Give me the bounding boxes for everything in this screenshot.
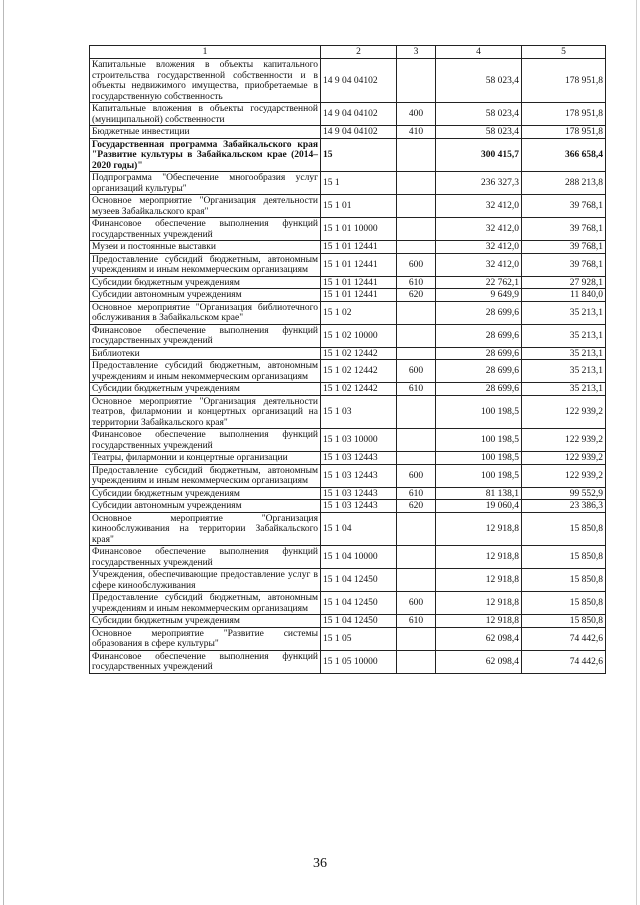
row-name-cell: Основное мероприятие "Организация библиотечного обслуживания в Забайкальском крае" <box>90 301 321 324</box>
amount-col5-cell: 15 850,8 <box>522 546 606 569</box>
expense-type-cell: 620 <box>397 289 436 302</box>
row-name-cell: Предоставление субсидий бюджетным, автономным учреждениям и иным некоммерческим организациям <box>90 253 321 276</box>
amount-col5-cell: 178 951,8 <box>522 126 606 139</box>
amount-col5-cell: 35 213,1 <box>522 301 606 324</box>
target-code-cell: 15 1 02 12442 <box>321 360 397 383</box>
expense-type-cell <box>397 452 436 465</box>
amount-col4-cell: 19 060,4 <box>436 500 522 513</box>
amount-col4-cell: 58 023,4 <box>436 103 522 126</box>
scan-edge-right <box>636 0 637 905</box>
expense-type-cell: 610 <box>397 615 436 628</box>
row-name-cell: Основное мероприятие "Организация кинообслуживания на территории Забайкальского края" <box>90 512 321 546</box>
target-code-cell: 15 1 03 10000 <box>321 429 397 452</box>
row-name-cell: Музеи и постоянные выставки <box>90 241 321 254</box>
expense-type-cell <box>397 195 436 218</box>
expense-type-cell <box>397 512 436 546</box>
row-name-cell: Учреждения, обеспечивающие предоставление услуг в сфере кинообслуживания <box>90 569 321 592</box>
table-row <box>90 452 606 465</box>
expense-type-cell <box>397 569 436 592</box>
target-code-cell: 15 1 04 12450 <box>321 615 397 628</box>
expense-type-cell: 620 <box>397 500 436 513</box>
column-header: 4 <box>436 46 522 59</box>
expense-type-cell <box>397 218 436 241</box>
amount-col5-cell: 99 552,9 <box>522 487 606 500</box>
expense-type-cell: 600 <box>397 464 436 487</box>
amount-col5-cell: 23 386,3 <box>522 500 606 513</box>
amount-col4-cell: 28 699,6 <box>436 347 522 360</box>
target-code-cell: 15 1 02 12442 <box>321 383 397 396</box>
amount-col4-cell: 12 918,8 <box>436 569 522 592</box>
table-row <box>90 103 606 126</box>
target-code-cell: 15 1 04 12450 <box>321 569 397 592</box>
row-name-cell: Финансовое обеспечение выполнения функций государственных учреждений <box>90 650 321 673</box>
amount-col4-cell: 12 918,8 <box>436 546 522 569</box>
amount-col4-cell: 28 699,6 <box>436 324 522 347</box>
amount-col5-cell: 366 658,4 <box>522 138 606 172</box>
amount-col4-cell: 28 699,6 <box>436 383 522 396</box>
row-name-cell: Библиотеки <box>90 347 321 360</box>
row-name-cell: Государственная программа Забайкальского края "Развитие культуры в Забайкальском крае (2014–2020 годы)" <box>90 138 321 172</box>
expense-type-cell <box>397 59 436 103</box>
row-name-cell: Капитальные вложения в объекты государственной (муниципальной) собственности <box>90 103 321 126</box>
expense-type-cell: 410 <box>397 126 436 139</box>
amount-col4-cell: 22 762,1 <box>436 276 522 289</box>
table-row <box>90 347 606 360</box>
amount-col5-cell: 27 928,1 <box>522 276 606 289</box>
table-row <box>90 126 606 139</box>
amount-col5-cell: 39 768,1 <box>522 195 606 218</box>
expense-type-cell <box>397 650 436 673</box>
table-row <box>90 395 606 429</box>
row-name-cell: Бюджетные инвестиции <box>90 126 321 139</box>
table-row <box>90 512 606 546</box>
table-row <box>90 615 606 628</box>
target-code-cell: 15 1 02 <box>321 301 397 324</box>
amount-col4-cell: 100 198,5 <box>436 395 522 429</box>
row-name-cell: Субсидии бюджетным учреждениям <box>90 615 321 628</box>
target-code-cell: 15 1 04 <box>321 512 397 546</box>
row-name-cell: Финансовое обеспечение выполнения функций государственных учреждений <box>90 546 321 569</box>
table-row <box>90 195 606 218</box>
column-header: 5 <box>522 46 606 59</box>
amount-col4-cell: 58 023,4 <box>436 59 522 103</box>
target-code-cell: 15 1 01 12441 <box>321 276 397 289</box>
target-code-cell: 15 1 03 12443 <box>321 464 397 487</box>
amount-col4-cell: 100 198,5 <box>436 452 522 465</box>
table-row <box>90 487 606 500</box>
table-header-row <box>90 46 606 59</box>
amount-col4-cell: 12 918,8 <box>436 615 522 628</box>
table-row <box>90 500 606 513</box>
expense-type-cell <box>397 546 436 569</box>
amount-col4-cell: 32 412,0 <box>436 253 522 276</box>
row-name-cell: Основное мероприятие "Организация деятельности театров, филармонии и концертных организаций на территории Забайкальского края" <box>90 395 321 429</box>
table-body <box>90 59 606 674</box>
target-code-cell: 15 1 02 12442 <box>321 347 397 360</box>
target-code-cell: 14 9 04 04102 <box>321 103 397 126</box>
column-header: 1 <box>90 46 321 59</box>
amount-col5-cell: 39 768,1 <box>522 253 606 276</box>
target-code-cell: 15 1 05 10000 <box>321 650 397 673</box>
column-header: 3 <box>397 46 436 59</box>
target-code-cell: 15 1 04 12450 <box>321 592 397 615</box>
target-code-cell: 15 1 03 12443 <box>321 487 397 500</box>
target-code-cell: 14 9 04 04102 <box>321 59 397 103</box>
amount-col4-cell: 300 415,7 <box>436 138 522 172</box>
amount-col5-cell: 35 213,1 <box>522 383 606 396</box>
table-row <box>90 276 606 289</box>
row-name-cell: Субсидии бюджетным учреждениям <box>90 487 321 500</box>
amount-col5-cell: 178 951,8 <box>522 103 606 126</box>
expense-type-cell <box>397 395 436 429</box>
row-name-cell: Субсидии автономным учреждениям <box>90 500 321 513</box>
amount-col4-cell: 32 412,0 <box>436 241 522 254</box>
table-row <box>90 301 606 324</box>
row-name-cell: Театры, филармонии и концертные организации <box>90 452 321 465</box>
row-name-cell: Финансовое обеспечение выполнения функций государственных учреждений <box>90 218 321 241</box>
table-row <box>90 546 606 569</box>
amount-col5-cell: 288 213,8 <box>522 172 606 195</box>
target-code-cell: 15 1 <box>321 172 397 195</box>
table-row <box>90 324 606 347</box>
row-name-cell: Субсидии автономным учреждениям <box>90 289 321 302</box>
expense-type-cell: 600 <box>397 360 436 383</box>
expense-type-cell: 610 <box>397 383 436 396</box>
scan-edge-left <box>3 0 4 905</box>
amount-col4-cell: 81 138,1 <box>436 487 522 500</box>
expense-type-cell: 600 <box>397 592 436 615</box>
target-code-cell: 15 1 04 10000 <box>321 546 397 569</box>
expense-type-cell <box>397 324 436 347</box>
expense-type-cell <box>397 172 436 195</box>
target-code-cell: 15 1 02 10000 <box>321 324 397 347</box>
target-code-cell: 15 1 03 12443 <box>321 500 397 513</box>
expense-type-cell <box>397 301 436 324</box>
table-row <box>90 383 606 396</box>
amount-col5-cell: 122 939,2 <box>522 429 606 452</box>
amount-col5-cell: 15 850,8 <box>522 592 606 615</box>
amount-col5-cell: 122 939,2 <box>522 464 606 487</box>
table-row <box>90 592 606 615</box>
target-code-cell: 15 1 01 12441 <box>321 289 397 302</box>
expense-type-cell: 400 <box>397 103 436 126</box>
expense-type-cell <box>397 241 436 254</box>
budget-table <box>89 45 606 674</box>
amount-col5-cell: 15 850,8 <box>522 569 606 592</box>
amount-col4-cell: 62 098,4 <box>436 650 522 673</box>
amount-col4-cell: 58 023,4 <box>436 126 522 139</box>
table-row <box>90 241 606 254</box>
amount-col5-cell: 122 939,2 <box>522 452 606 465</box>
expense-type-cell: 610 <box>397 487 436 500</box>
table-row <box>90 289 606 302</box>
table-row <box>90 172 606 195</box>
table-row <box>90 59 606 103</box>
amount-col5-cell: 15 850,8 <box>522 615 606 628</box>
table-row <box>90 627 606 650</box>
row-name-cell: Субсидии бюджетным учреждениям <box>90 383 321 396</box>
amount-col4-cell: 32 412,0 <box>436 218 522 241</box>
table-row <box>90 218 606 241</box>
amount-col5-cell: 39 768,1 <box>522 241 606 254</box>
row-name-cell: Субсидии бюджетным учреждениям <box>90 276 321 289</box>
table-row <box>90 464 606 487</box>
table-row <box>90 360 606 383</box>
row-name-cell: Предоставление субсидий бюджетным, автономным учреждениям и иным некоммерческим организациям <box>90 464 321 487</box>
amount-col4-cell: 32 412,0 <box>436 195 522 218</box>
amount-col5-cell: 74 442,6 <box>522 627 606 650</box>
amount-col5-cell: 35 213,1 <box>522 324 606 347</box>
amount-col5-cell: 39 768,1 <box>522 218 606 241</box>
row-name-cell: Финансовое обеспечение выполнения функций государственных учреждений <box>90 324 321 347</box>
row-name-cell: Финансовое обеспечение выполнения функций государственных учреждений <box>90 429 321 452</box>
target-code-cell: 15 1 03 <box>321 395 397 429</box>
row-name-cell: Капитальные вложения в объекты капитального строительства государственной собственности и в объекты недвижимого имущества, приобретаемые в государственную собственность <box>90 59 321 103</box>
target-code-cell: 15 1 03 12443 <box>321 452 397 465</box>
expense-type-cell <box>397 429 436 452</box>
row-name-cell: Подпрограмма "Обеспечение многообразия услуг организаций культуры" <box>90 172 321 195</box>
amount-col4-cell: 100 198,5 <box>436 464 522 487</box>
table-row <box>90 569 606 592</box>
amount-col4-cell: 9 649,9 <box>436 289 522 302</box>
amount-col5-cell: 35 213,1 <box>522 347 606 360</box>
column-header: 2 <box>321 46 397 59</box>
amount-col4-cell: 62 098,4 <box>436 627 522 650</box>
amount-col4-cell: 12 918,8 <box>436 512 522 546</box>
target-code-cell: 15 1 01 10000 <box>321 218 397 241</box>
amount-col5-cell: 122 939,2 <box>522 395 606 429</box>
table-row <box>90 253 606 276</box>
row-name-cell: Предоставление субсидий бюджетным, автономным учреждениям и иным некоммерческим организациям <box>90 592 321 615</box>
page-number: 36 <box>313 856 327 871</box>
amount-col5-cell: 15 850,8 <box>522 512 606 546</box>
row-name-cell: Основное мероприятие "Развитие системы образования в сфере культуры" <box>90 627 321 650</box>
target-code-cell: 14 9 04 04102 <box>321 126 397 139</box>
expense-type-cell: 600 <box>397 253 436 276</box>
table-row <box>90 650 606 673</box>
table-row <box>90 138 606 172</box>
amount-col5-cell: 74 442,6 <box>522 650 606 673</box>
target-code-cell: 15 1 01 12441 <box>321 241 397 254</box>
target-code-cell: 15 1 01 12441 <box>321 253 397 276</box>
expense-type-cell <box>397 138 436 172</box>
table-row <box>90 429 606 452</box>
expense-type-cell <box>397 347 436 360</box>
expense-type-cell <box>397 627 436 650</box>
amount-col5-cell: 35 213,1 <box>522 360 606 383</box>
row-name-cell: Предоставление субсидий бюджетным, автономным учреждениям и иным некоммерческим организациям <box>90 360 321 383</box>
target-code-cell: 15 1 01 <box>321 195 397 218</box>
amount-col4-cell: 12 918,8 <box>436 592 522 615</box>
expense-type-cell: 610 <box>397 276 436 289</box>
target-code-cell: 15 1 05 <box>321 627 397 650</box>
amount-col4-cell: 28 699,6 <box>436 301 522 324</box>
amount-col4-cell: 100 198,5 <box>436 429 522 452</box>
amount-col5-cell: 178 951,8 <box>522 59 606 103</box>
amount-col4-cell: 28 699,6 <box>436 360 522 383</box>
row-name-cell: Основное мероприятие "Организация деятельности музеев Забайкальского края" <box>90 195 321 218</box>
target-code-cell: 15 <box>321 138 397 172</box>
amount-col4-cell: 236 327,3 <box>436 172 522 195</box>
amount-col5-cell: 11 840,0 <box>522 289 606 302</box>
